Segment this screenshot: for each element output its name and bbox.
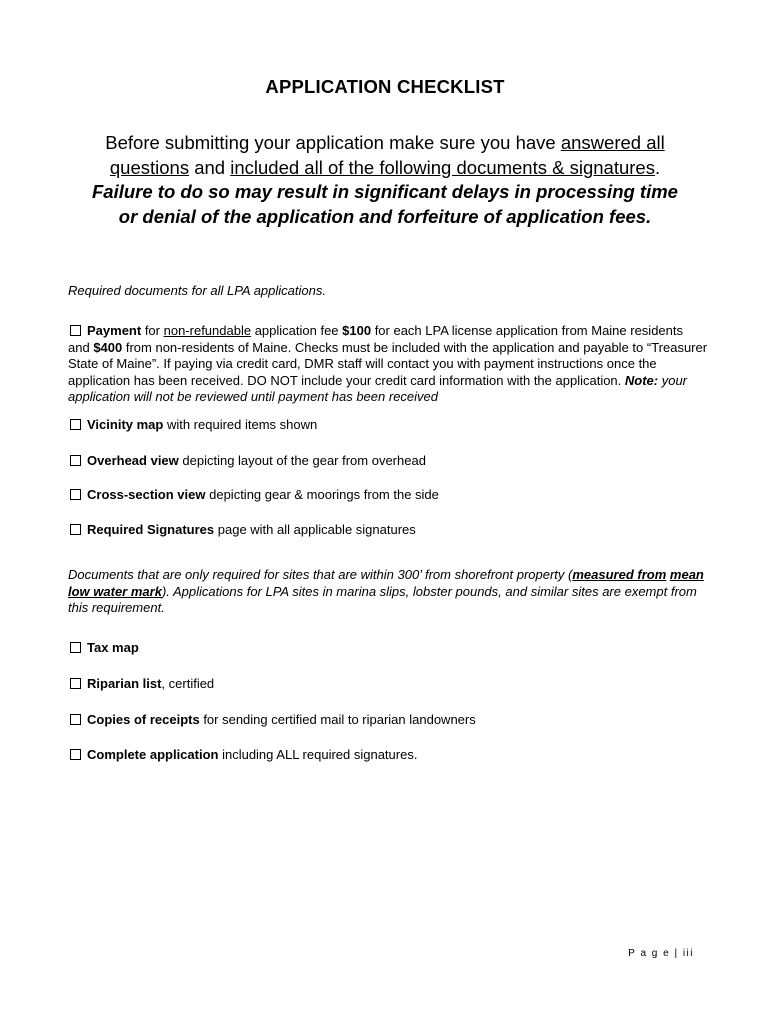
item-label: Tax map <box>87 640 139 655</box>
intro-paragraph <box>82 131 688 229</box>
shore-note-text-2: ). Applications for LPA sites in marina slips, lobster pounds, and similar sites are exempt from this requirement. <box>68 583 697 615</box>
item-text: from non-residents of Maine. Checks must be included with the application and payable to “Treasurer State of Maine”. If paying via credit card, DMR staff will contact you with payment instructions once the application has been received. DO NOT include your credit card information with the application. <box>68 339 708 388</box>
intro-included-documents: included all of the following documents & signatures <box>230 156 655 178</box>
checkbox <box>70 524 81 535</box>
non-refundable-text: non-refundable <box>163 323 252 338</box>
checklist-item-vicinity-map <box>68 417 708 434</box>
intro-answered-all-questions: answered all questions <box>109 132 665 178</box>
page-number-footer: P a g e | iii <box>628 948 694 959</box>
intro-text-1: Before submitting your application make sure you have <box>105 132 561 153</box>
item-text: for <box>141 323 164 338</box>
item-label: Vicinity map <box>87 417 164 432</box>
required-documents-note: Required documents for all LPA applications. <box>68 283 326 298</box>
item-text: , certified <box>161 676 215 691</box>
checklist-item-complete-application <box>68 747 708 764</box>
mean-low-water-mark: mean low water mark <box>68 567 704 599</box>
checklist-item-overhead-view <box>68 453 708 470</box>
checkbox <box>70 419 81 430</box>
item-label: Cross-section view <box>87 487 206 502</box>
checkbox <box>70 749 81 760</box>
fee-maine: $100 <box>342 323 372 338</box>
shore-note-text-1: Documents that are only required for sites that are within 300’ from shorefront property ( <box>68 567 573 582</box>
item-label: Complete application <box>87 747 219 762</box>
intro-text-3: . <box>654 156 661 178</box>
checklist-item-payment <box>68 323 708 406</box>
fee-non-resident: $400 <box>93 339 123 355</box>
item-text: depicting gear & moorings from the side <box>205 487 439 502</box>
note-label: Note: <box>624 372 659 388</box>
page-title: APPLICATION CHECKLIST <box>265 76 505 97</box>
item-label: Overhead view <box>87 453 179 468</box>
checkbox <box>70 325 81 336</box>
checklist-item-required-signatures <box>68 522 708 539</box>
checkbox <box>70 489 81 500</box>
checklist-item-cross-section-view <box>68 487 708 504</box>
item-text: for each LPA license application from Maine residents and <box>68 323 684 355</box>
checkbox <box>70 455 81 466</box>
item-label: Payment <box>87 323 142 338</box>
intro-text-2: and <box>189 156 231 178</box>
checklist-item-tax-map <box>68 640 708 657</box>
note-text: your application will not be reviewed until payment has been received <box>68 372 688 404</box>
item-label: Copies of receipts <box>87 712 200 727</box>
checkbox <box>70 642 81 653</box>
item-text: including ALL required signatures. <box>218 747 418 762</box>
item-label: Required Signatures <box>87 522 215 537</box>
checklist-item-riparian-list <box>68 676 708 693</box>
checklist-item-copies-of-receipts <box>68 712 708 729</box>
item-text: for sending certified mail to riparian landowners <box>199 712 476 727</box>
item-text: page with all applicable signatures <box>214 522 416 537</box>
item-text: application fee <box>251 323 343 338</box>
intro-warning: Failure to do so may result in significant delays in processing time or denial of the application and forfeiture of application fees. <box>92 181 678 227</box>
item-text: depicting layout of the gear from overhead <box>178 453 426 468</box>
checkbox <box>70 714 81 725</box>
item-text: with required items shown <box>163 417 318 432</box>
measured-from: measured from <box>572 567 667 582</box>
shorefront-note <box>68 567 708 617</box>
checkbox <box>70 678 81 689</box>
item-label: Riparian list <box>87 676 162 691</box>
